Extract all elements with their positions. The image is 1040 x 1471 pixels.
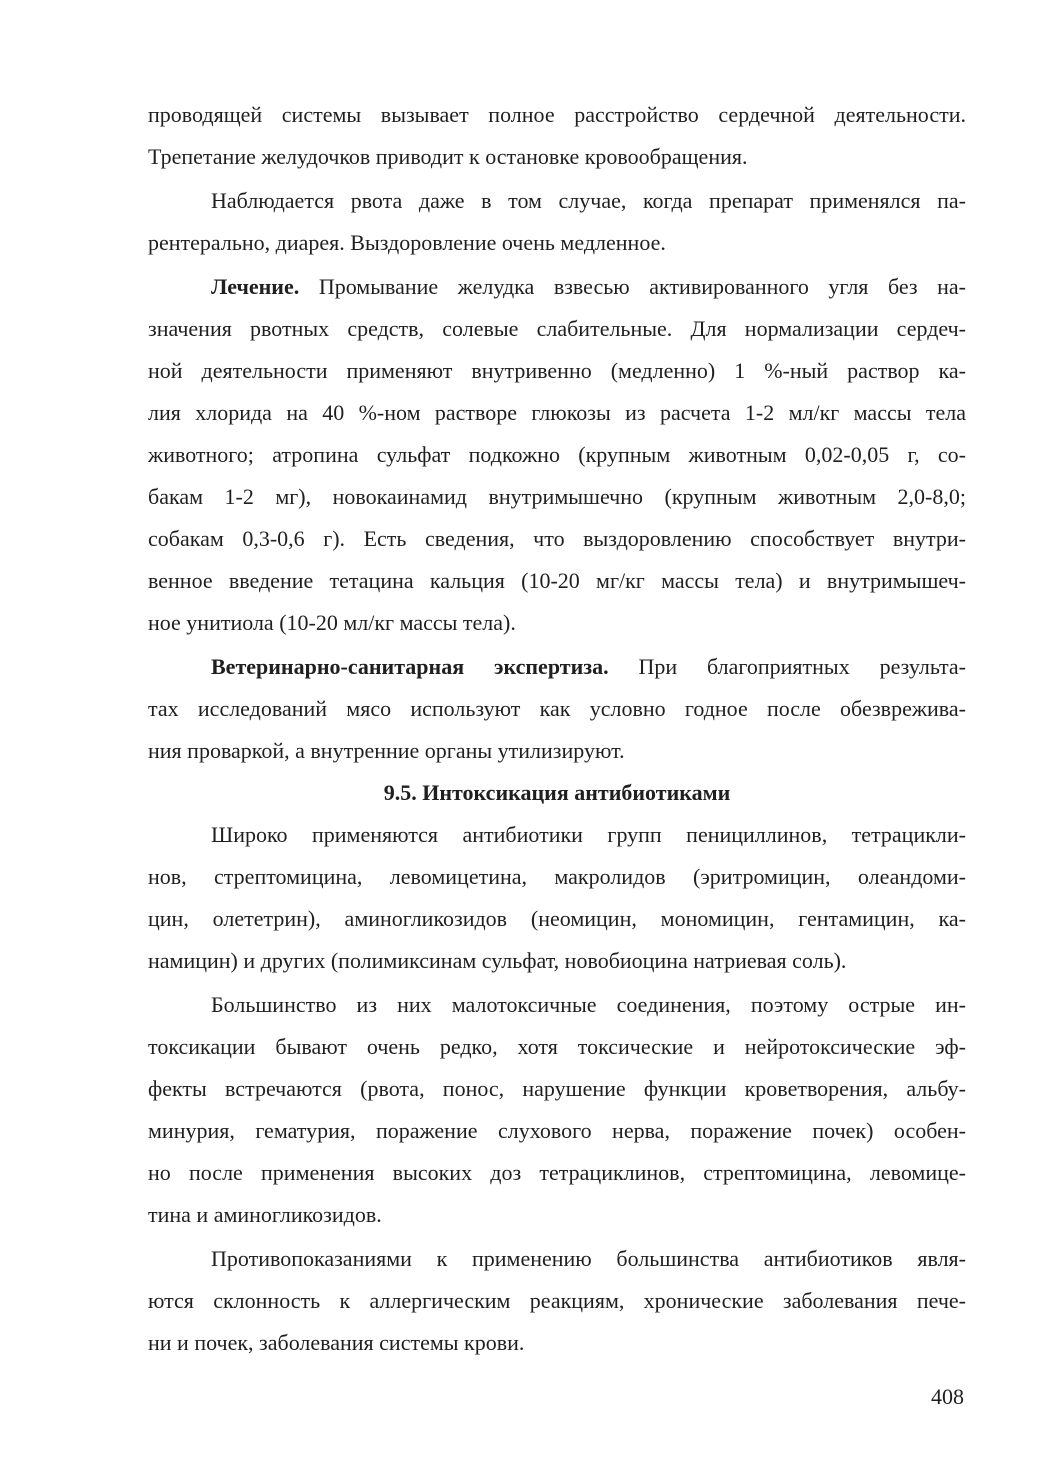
text-line: рентерально, диарея. Выздоровление очень медленное. — [148, 230, 666, 255]
text-run: Промывание желудка взвесью активированного угля без на- — [318, 274, 967, 299]
text-line — [148, 266, 966, 308]
text-line: Противопоказаниями к применению большинства антибиотиков явля- — [211, 1246, 966, 1271]
text-line: намицин) и других (полимиксинам сульфат, новобиоцина натриевая соль). — [148, 948, 847, 973]
text-line: нов, стрептомицина, левомицетина, макролидов (эритромицин, олеандоми- — [148, 864, 966, 889]
text-line: Большинство из них малотоксичные соединения, поэтому острые ин- — [211, 992, 966, 1017]
text-line: значения рвотных средств, солевые слабительные. Для нормализации сердеч- — [148, 316, 966, 341]
text-line: проводящей системы вызывает полное расстройство сердечной деятельности. — [148, 102, 966, 127]
text-line: минурия, гематурия, поражение слухового нерва, поражение почек) особен- — [148, 1118, 966, 1143]
text-line: животного; атропина сульфат подкожно (крупным животным 0,02-0,05 г, со- — [148, 442, 966, 467]
section-heading: 9.5. Интоксикация антибиотиками — [383, 780, 731, 805]
run-in-heading-vet-expertise: Ветеринарно-санитарная экспертиза. — [211, 654, 609, 679]
run-in-heading-treatment: Лечение. — [211, 274, 300, 299]
text-line: ной деятельности применяют внутривенно (медленно) 1 %-ный раствор ка- — [148, 358, 966, 383]
text-line: венное введение тетацина кальция (10-20 мг/кг массы тела) и внутримышеч- — [148, 568, 966, 593]
text-line: Широко применяются антибиотики групп пенициллинов, тетрацикли- — [211, 822, 966, 847]
text-line: тина и аминогликозидов. — [148, 1202, 382, 1227]
text-line: ния проваркой, а внутренние органы утилизируют. — [148, 738, 625, 763]
text-line: ются склонность к аллергическим реакциям, хронические заболевания пече- — [148, 1288, 966, 1313]
page-body — [148, 94, 966, 1364]
text-line: лия хлорида на 40 %-ном растворе глюкозы из расчета 1-2 мл/кг массы тела — [148, 400, 966, 425]
text-line: Наблюдается рвота даже в том случае, когда препарат применялся па- — [211, 188, 966, 213]
text-line: Трепетание желудочков приводит к остановке кровообращения. — [148, 144, 748, 169]
text-line: фекты встречаются (рвота, понос, нарушение функции кроветворения, альбу- — [148, 1076, 966, 1101]
text-line — [148, 646, 966, 688]
text-line: но после применения высоких доз тетрациклинов, стрептомицина, левомице- — [148, 1160, 966, 1185]
text-line: тах исследований мясо используют как условно годное после обезврежива- — [148, 696, 966, 721]
text-line: бакам 1-2 мг), новокаинамид внутримышечно (крупным животным 2,0-8,0; — [148, 484, 966, 509]
page-number: 408 — [931, 1384, 964, 1409]
text-line: ное унитиола (10-20 мл/кг массы тела). — [148, 610, 516, 635]
text-line: цин, олететрин), аминогликозидов (неомицин, мономицин, гентамицин, ка- — [148, 906, 966, 931]
text-line: ни и почек, заболевания системы крови. — [148, 1330, 525, 1355]
text-run: При благоприятных результа- — [638, 654, 967, 679]
text-line: собакам 0,3-0,6 г). Есть сведения, что выздоровлению способствует внутри- — [148, 526, 966, 551]
text-line: токсикации бывают очень редко, хотя токсические и нейротоксические эф- — [148, 1034, 966, 1059]
